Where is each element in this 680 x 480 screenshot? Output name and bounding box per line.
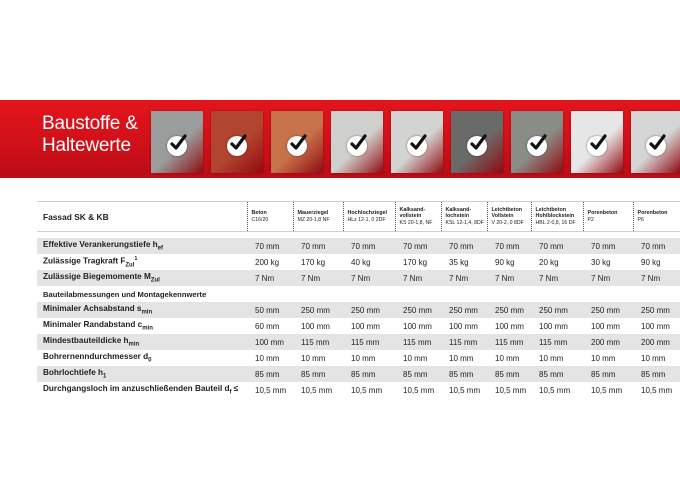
table-cell: 250 mm [633, 302, 680, 318]
table-cell: 10,5 mm [301, 385, 333, 395]
column-title: Hochlochziegel [347, 210, 388, 217]
table-cell: 250 mm [293, 302, 343, 318]
row-label-text: Bohrernenndurchmesser d [43, 352, 149, 362]
column-header [441, 202, 487, 232]
banner-title-line1: Baustoffe & [42, 113, 138, 134]
banner-title [42, 113, 138, 157]
column-subtitle: MZ 20-1,8 NF [297, 216, 330, 223]
table-row [37, 334, 680, 350]
column-header [343, 202, 395, 232]
row-label [37, 366, 247, 382]
checkmark-icon [407, 136, 427, 156]
table-row [37, 382, 680, 398]
column-header [487, 202, 531, 232]
banner-title-line2: Haltewerte [42, 135, 131, 156]
table-row [37, 318, 680, 334]
row-label [37, 302, 247, 318]
row-label-symbol: Zul [150, 277, 160, 284]
empty-cell [343, 286, 395, 302]
table-cell: 85 mm [395, 366, 441, 382]
empty-cell [441, 286, 487, 302]
table-cell: 115 mm [531, 334, 583, 350]
table-cell: 100 mm [591, 321, 620, 331]
checkmark-icon [347, 136, 367, 156]
column-subtitle: KSL 12-1,4, 8DF [445, 219, 484, 226]
leichtbeton-vollstein-image [451, 111, 503, 173]
table-cell: 10 mm [255, 353, 280, 363]
row-label-symbol: 0 [148, 357, 152, 364]
checkmark-icon [287, 136, 307, 156]
table-cell: 250 mm [583, 302, 633, 318]
table-cell: 10,5 mm [641, 385, 673, 395]
table-cell: 10,5 mm [403, 385, 435, 395]
column-header [633, 202, 680, 232]
row-label [37, 238, 247, 254]
table-cell: 100 mm [539, 321, 568, 331]
table-cell: 7 Nm [531, 270, 583, 286]
row-label-text: Bauteilabmessungen und Montagekennwerte [43, 289, 207, 299]
table-cell: 85 mm [531, 366, 583, 382]
table-cell: 70 mm [247, 238, 293, 254]
table-cell: 40 kg [351, 257, 371, 267]
table-cell: 250 mm [441, 302, 487, 318]
table-cell: 7 Nm [487, 270, 531, 286]
checkmark-icon [167, 136, 187, 156]
row-label-symbol: min [141, 309, 153, 316]
table-cell: 170 kg [301, 257, 326, 267]
column-title: Mauerziegel [297, 210, 329, 217]
table-cell: 10,5 mm [495, 385, 527, 395]
column-subtitle: P2 [587, 216, 594, 223]
table-cell: 90 kg [495, 257, 515, 267]
table-cell: 115 mm [487, 334, 531, 350]
column-header [531, 202, 583, 232]
column-title: Porenbeton [587, 210, 618, 217]
row-label-text: Minimaler Achsabstand s [43, 304, 142, 314]
column-subtitle: HBL 2-0,8, 16 DF [535, 219, 576, 226]
table-cell: 250 mm [531, 302, 583, 318]
table-header [37, 202, 680, 232]
column-subtitle: P6 [637, 216, 644, 223]
table-cell: 100 mm [495, 321, 524, 331]
column-subtitle: HLz 12-1, 0 2DF [347, 216, 386, 223]
column-header [247, 202, 293, 232]
table-cell: 70 mm [633, 238, 680, 254]
table-cell: 250 mm [395, 302, 441, 318]
row-label-text: Mindestbauteildicke h [43, 336, 129, 346]
hochlochziegel-image [271, 111, 323, 173]
product-name: Fassad SK & KB [37, 202, 247, 232]
column-title: Porenbeton [637, 210, 668, 217]
table-cell: 10 mm [351, 353, 376, 363]
table-cell: 70 mm [293, 238, 343, 254]
mauerziegel-image [211, 111, 263, 173]
table-cell: 115 mm [343, 334, 395, 350]
table-cell: 70 mm [441, 238, 487, 254]
table-cell: 50 mm [247, 302, 293, 318]
row-label [37, 350, 247, 366]
kalksand-vollstein-image [331, 111, 383, 173]
table-cell: 30 kg [591, 257, 611, 267]
row-label-symbol: min [142, 325, 153, 332]
table-cell: 10 mm [301, 353, 326, 363]
table-cell: 70 mm [531, 238, 583, 254]
table-row [37, 302, 680, 318]
beton-image [151, 111, 203, 173]
column-header [583, 202, 633, 232]
table-row [37, 270, 680, 286]
table-cell: 115 mm [441, 334, 487, 350]
empty-cell [395, 286, 441, 302]
table-row [37, 254, 680, 270]
column-title: Leichtbeton Hohlblockstein [535, 206, 575, 220]
table-row [37, 238, 680, 254]
empty-cell [583, 286, 633, 302]
table-cell: 85 mm [441, 366, 487, 382]
table-cell: 10 mm [495, 353, 520, 363]
empty-cell [293, 286, 343, 302]
table-cell: 85 mm [247, 366, 293, 382]
table-cell: 115 mm [395, 334, 441, 350]
table-cell: 85 mm [583, 366, 633, 382]
empty-cell [247, 286, 293, 302]
spec-table [37, 201, 680, 398]
table-cell: 100 mm [403, 321, 432, 331]
column-title: Leichtbeton Vollstein [491, 206, 523, 220]
table-cell: 10,5 mm [351, 385, 383, 395]
table-row [37, 350, 680, 366]
table-cell: 10 mm [641, 353, 666, 363]
column-subtitle: C16/20 [251, 216, 269, 223]
column-title: Kalksand- lochstein [445, 206, 472, 220]
table-cell: 20 kg [539, 257, 559, 267]
empty-cell [633, 286, 680, 302]
table-cell: 200 mm [583, 334, 633, 350]
table-cell: 85 mm [343, 366, 395, 382]
table-cell: 100 mm [641, 321, 670, 331]
table-cell: 100 mm [301, 321, 330, 331]
row-label-text: Durchgangsloch im anzuschließenden Bauteil d [43, 384, 230, 394]
row-label-text: Minimaler Randabstand c [43, 320, 143, 330]
table-cell: 70 mm [395, 238, 441, 254]
column-title: Beton [251, 210, 267, 217]
table-cell: 70 mm [343, 238, 395, 254]
row-label-symbol: ef [157, 245, 164, 252]
row-label-text: Zulässige Biegemomente M [43, 272, 151, 282]
kalksand-lochstein-image [391, 111, 443, 173]
row-label [37, 270, 247, 286]
table-cell: 10 mm [403, 353, 428, 363]
table-cell: 70 mm [583, 238, 633, 254]
row-label [37, 254, 247, 270]
column-subtitle: KS 20-1,8, NF [399, 219, 433, 226]
table-cell: 7 Nm [343, 270, 395, 286]
table-cell: 250 mm [343, 302, 395, 318]
table-cell: 10,5 mm [539, 385, 571, 395]
row-label-footnote: 1 [134, 255, 138, 262]
table-cell: 10 mm [591, 353, 616, 363]
empty-cell [531, 286, 583, 302]
table-cell: 7 Nm [633, 270, 680, 286]
empty-cell [487, 286, 531, 302]
leichtbeton-hohlblockstein-image [511, 111, 563, 173]
row-label-symbol: f [229, 389, 232, 396]
checkmark-icon [467, 136, 487, 156]
table-cell: 100 mm [247, 334, 293, 350]
table-cell: 250 mm [487, 302, 531, 318]
table-cell: 10 mm [539, 353, 564, 363]
table-cell: 100 mm [449, 321, 478, 331]
table-cell: 10 mm [449, 353, 474, 363]
table-cell: 200 mm [633, 334, 680, 350]
table-cell: 10,5 mm [591, 385, 623, 395]
row-label-text: Effektive Verankerungstiefe h [43, 240, 158, 250]
row-label [37, 286, 247, 302]
checkmark-icon [646, 136, 666, 156]
table-cell: 60 mm [255, 321, 280, 331]
row-label-symbol: min [128, 341, 140, 348]
table-row [37, 286, 680, 302]
row-label [37, 382, 247, 398]
row-label-tail: ≤ [231, 384, 239, 394]
column-header [293, 202, 343, 232]
column-title: Kalksand- vollstein [399, 206, 426, 220]
row-label-symbol: Zul [125, 262, 135, 269]
table-cell: 10,5 mm [449, 385, 481, 395]
table-cell: 100 mm [351, 321, 380, 331]
checkmark-icon [227, 136, 247, 156]
row-label-text: Bohrlochtiefe h [43, 368, 104, 378]
table-cell: 7 Nm [583, 270, 633, 286]
table-cell: 35 kg [449, 257, 469, 267]
table-cell: 70 mm [487, 238, 531, 254]
column-subtitle: V 20-2, 0 8DF [491, 219, 524, 226]
table-cell: 10,5 mm [255, 385, 287, 395]
table-cell: 90 kg [641, 257, 661, 267]
table-cell: 115 mm [293, 334, 343, 350]
table-row [37, 366, 680, 382]
column-header [395, 202, 441, 232]
table-cell: 170 kg [403, 257, 428, 267]
table-cell: 7 Nm [441, 270, 487, 286]
row-label [37, 318, 247, 334]
porenbeton-p6-image [631, 111, 680, 173]
checkmark-icon [527, 136, 547, 156]
table-cell: 7 Nm [293, 270, 343, 286]
table-cell: 7 Nm [247, 270, 293, 286]
row-label-text: Zulässige Tragkraft F [43, 256, 126, 266]
table-cell: 85 mm [633, 366, 680, 382]
checkmark-icon [587, 136, 607, 156]
table-cell: 7 Nm [395, 270, 441, 286]
table-cell: 85 mm [293, 366, 343, 382]
table-cell: 85 mm [487, 366, 531, 382]
row-label [37, 334, 247, 350]
row-label-symbol: 1 [103, 373, 107, 380]
porenbeton-p2-image [571, 111, 623, 173]
table-cell: 200 kg [255, 257, 280, 267]
